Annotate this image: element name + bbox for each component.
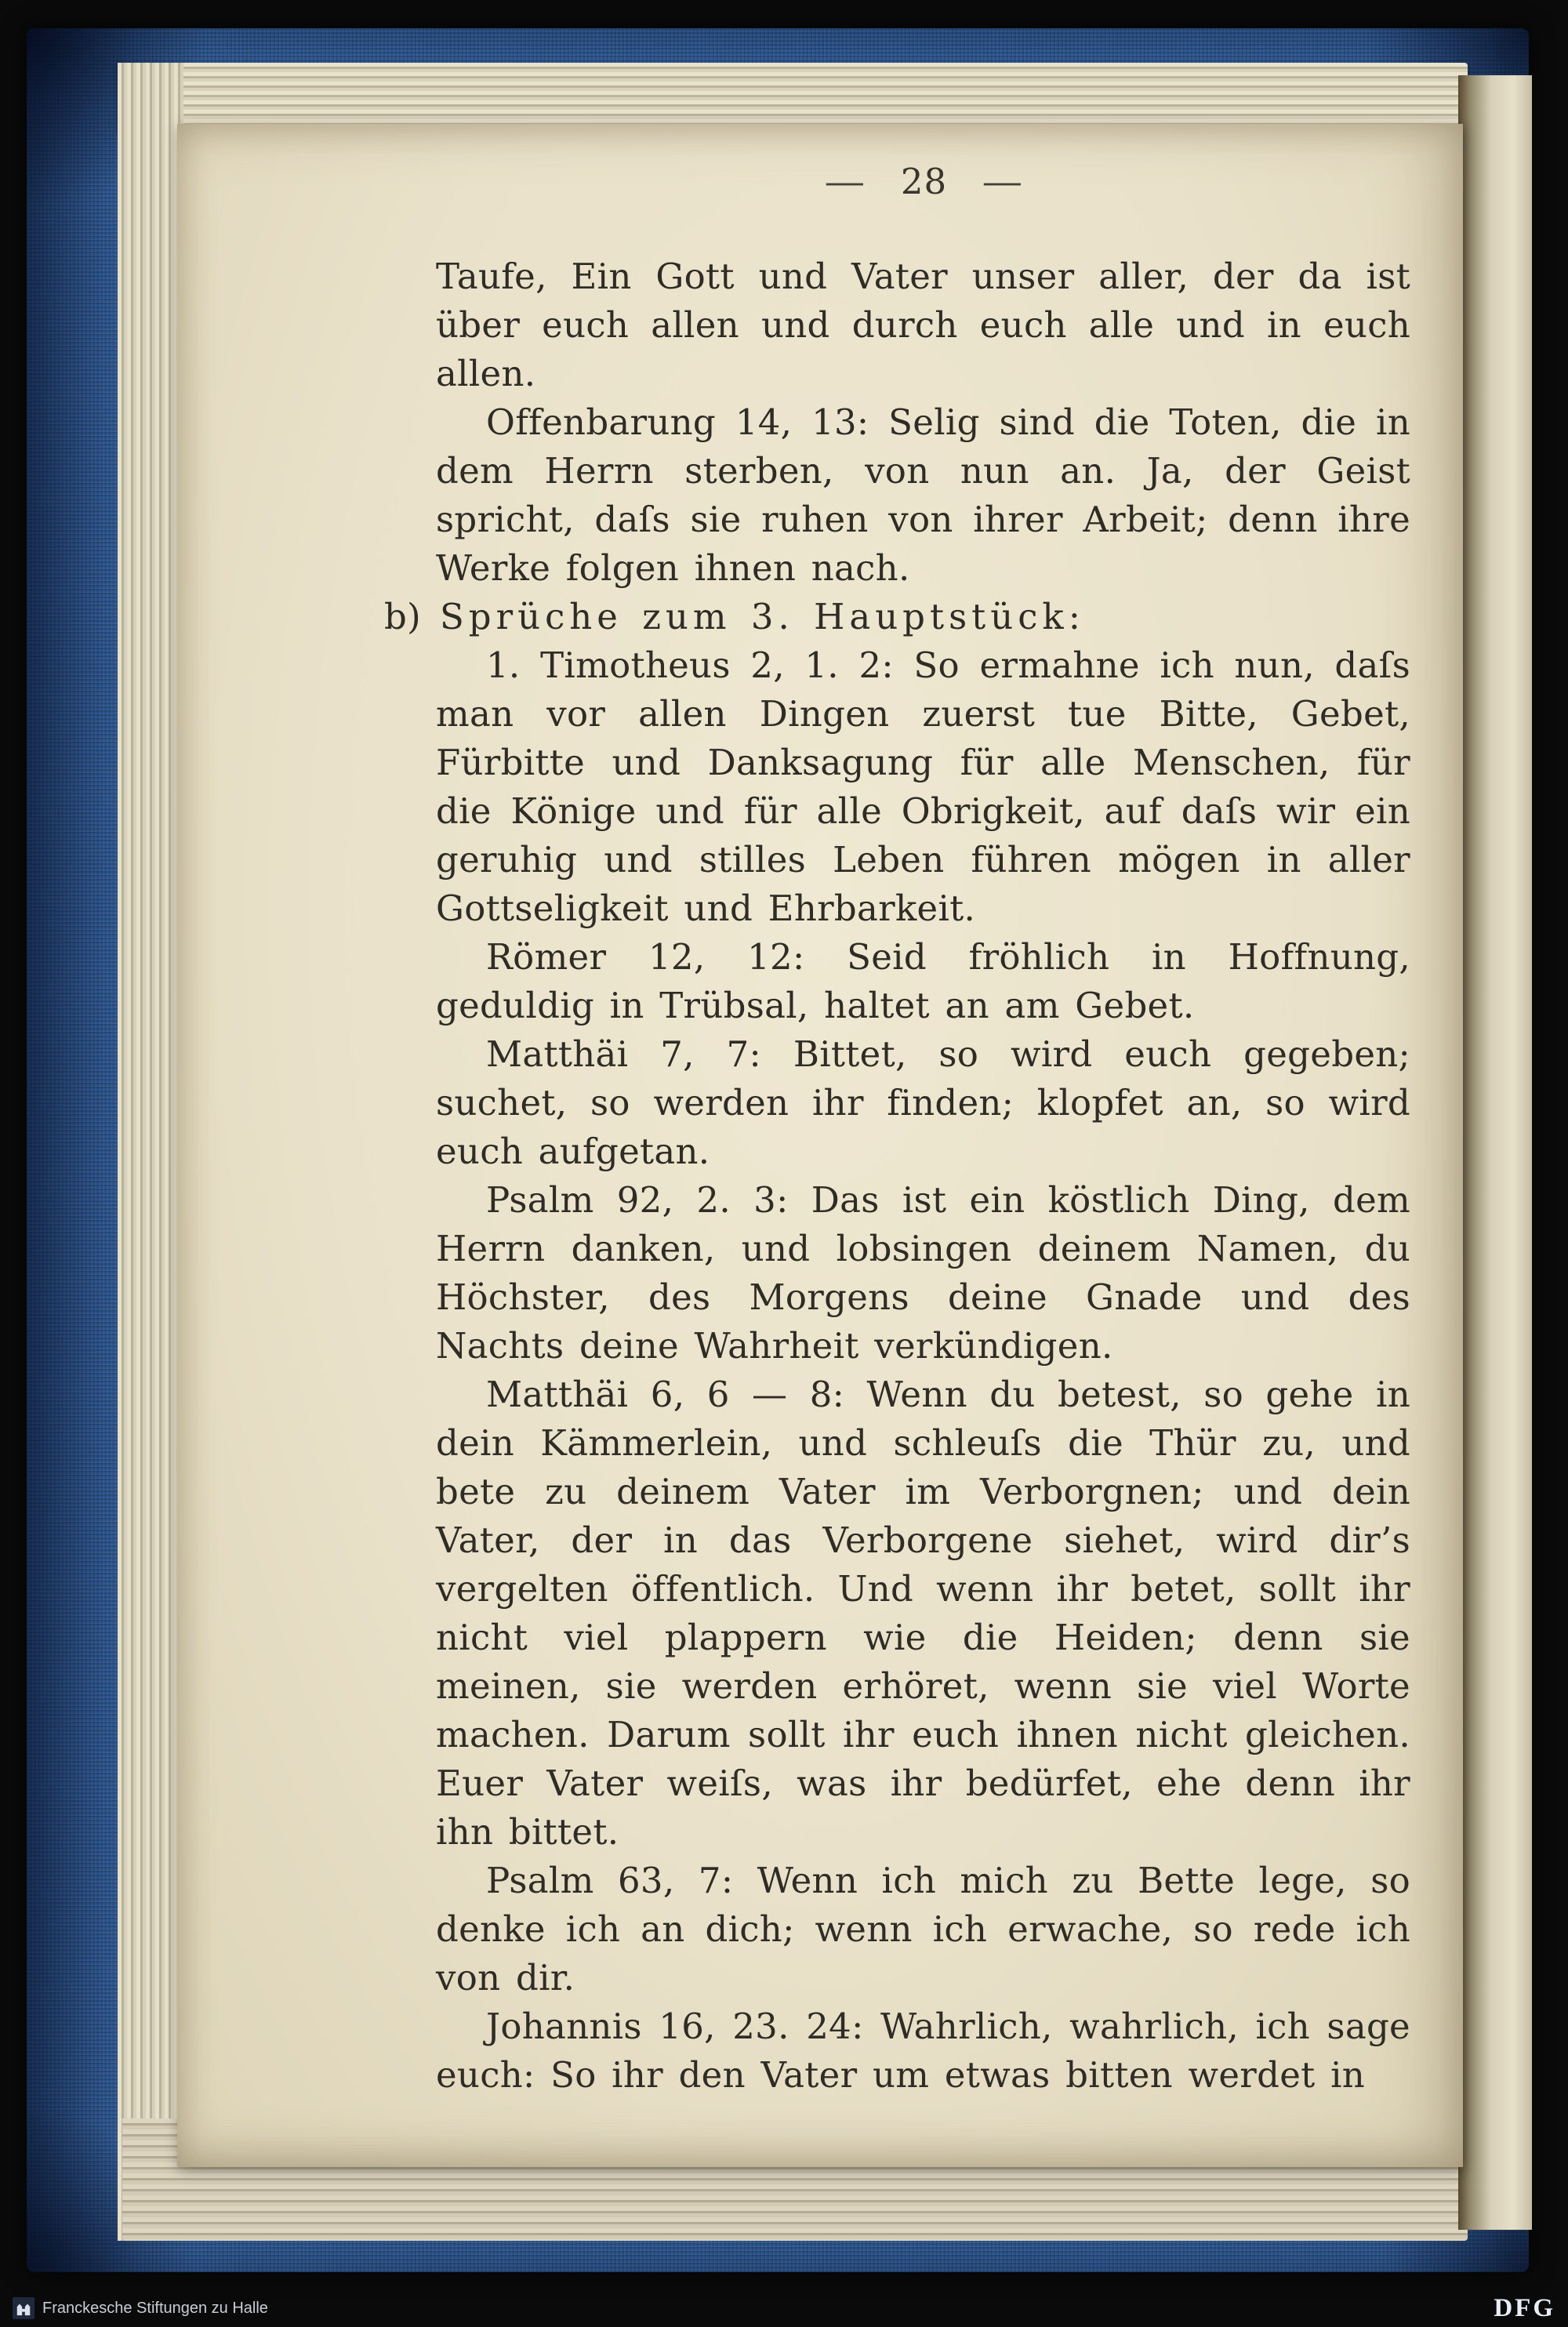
paragraph: Offenbarung 14, 13: Selig sind die Toten, die in dem Herrn sterben, von nun an. Ja, der Geist spricht, daſs sie ruhen von ihrer Arbeit; denn ihre Werke folgen ihnen nach. (436, 401, 1410, 589)
paragraph: Matthäi 7, 7: Bittet, so wird euch gegeben; suchet, so werden ihr finden; klopfet an, so wird euch aufgetan. (436, 1033, 1410, 1172)
paragraph: 1. Timotheus 2, 1. 2: So ermahne ich nun, daſs man vor allen Dingen zuerst tue Bitte, Gebet, Fürbitte und Danksagung für alle Menschen, für die Könige und für alle Obrigkeit, auf daſs wir ein geruhig und stilles Leben führen mögen in aller Gottseligkeit und Ehrbarkeit. (436, 644, 1410, 929)
institution-label: Franckesche Stiftungen zu Halle (42, 2299, 268, 2317)
paragraph: Psalm 63, 7: Wenn ich mich zu Bette lege, so denke ich an dich; wenn ich erwache, so rede ich von dir. (436, 1860, 1410, 1998)
paragraph: Römer 12, 12: Seid fröhlich in Hoffnung, geduldig in Trübsal, haltet an am Gebet. (436, 936, 1410, 1026)
viewer-footer-bar (0, 2289, 1568, 2327)
page-number-dash-right: — (982, 161, 1024, 202)
section-heading-label: b) (384, 596, 421, 637)
dfg-label: DFG (1494, 2293, 1555, 2322)
page-stack-top-edge (118, 63, 1468, 132)
page-stack-left-edge (118, 63, 183, 2241)
page-number (436, 158, 1412, 205)
facing-page-fore-edge (1458, 75, 1532, 2230)
book-page (177, 124, 1463, 2167)
page-number-value: 28 (900, 161, 948, 202)
building-tower-icon (13, 2297, 34, 2319)
paragraph: Johannis 16, 23. 24: Wahrlich, wahrlich, ich sage euch: So ihr den Vater um etwas bitten werdet in (436, 2006, 1410, 2096)
paragraph: Taufe, Ein Gott und Vater unser aller, der da ist über euch allen und durch euch alle und in euch allen. (436, 256, 1410, 394)
dfg-wordmark (1494, 2294, 1555, 2323)
section-heading-text: Sprüche zum 3. Hauptstück: (439, 596, 1085, 637)
page-text-block (384, 252, 1410, 2100)
page-number-dash-left: — (824, 161, 866, 202)
paragraph: Psalm 92, 2. 3: Das ist ein köstlich Ding, dem Herrn danken, und lobsingen deinem Namen, du Höchster, des Morgens deine Gnade und des Nachts deine Wahrheit verkündigen. (436, 1179, 1410, 1367)
institution-watermark (13, 2297, 268, 2319)
section-heading (384, 593, 1410, 641)
paragraph: Matthäi 6, 6 — 8: Wenn du betest, so gehe in dein Kämmerlein, und schleuſs die Thür zu, und bete zu deinem Vater im Verborgnen; und dein Vater, der in das Verborgene siehet, wird dir’s vergelten öffentlich. Und wenn ihr betet, sollt ihr nicht viel plappern wie die Heiden; denn sie meinen, sie werden erhöret, wenn sie viel Worte machen. Darum sollt ihr euch ihnen nicht gleichen. Euer Vater weiſs, was ihr bedürfet, ehe denn ihr ihn bittet. (436, 1374, 1410, 1853)
